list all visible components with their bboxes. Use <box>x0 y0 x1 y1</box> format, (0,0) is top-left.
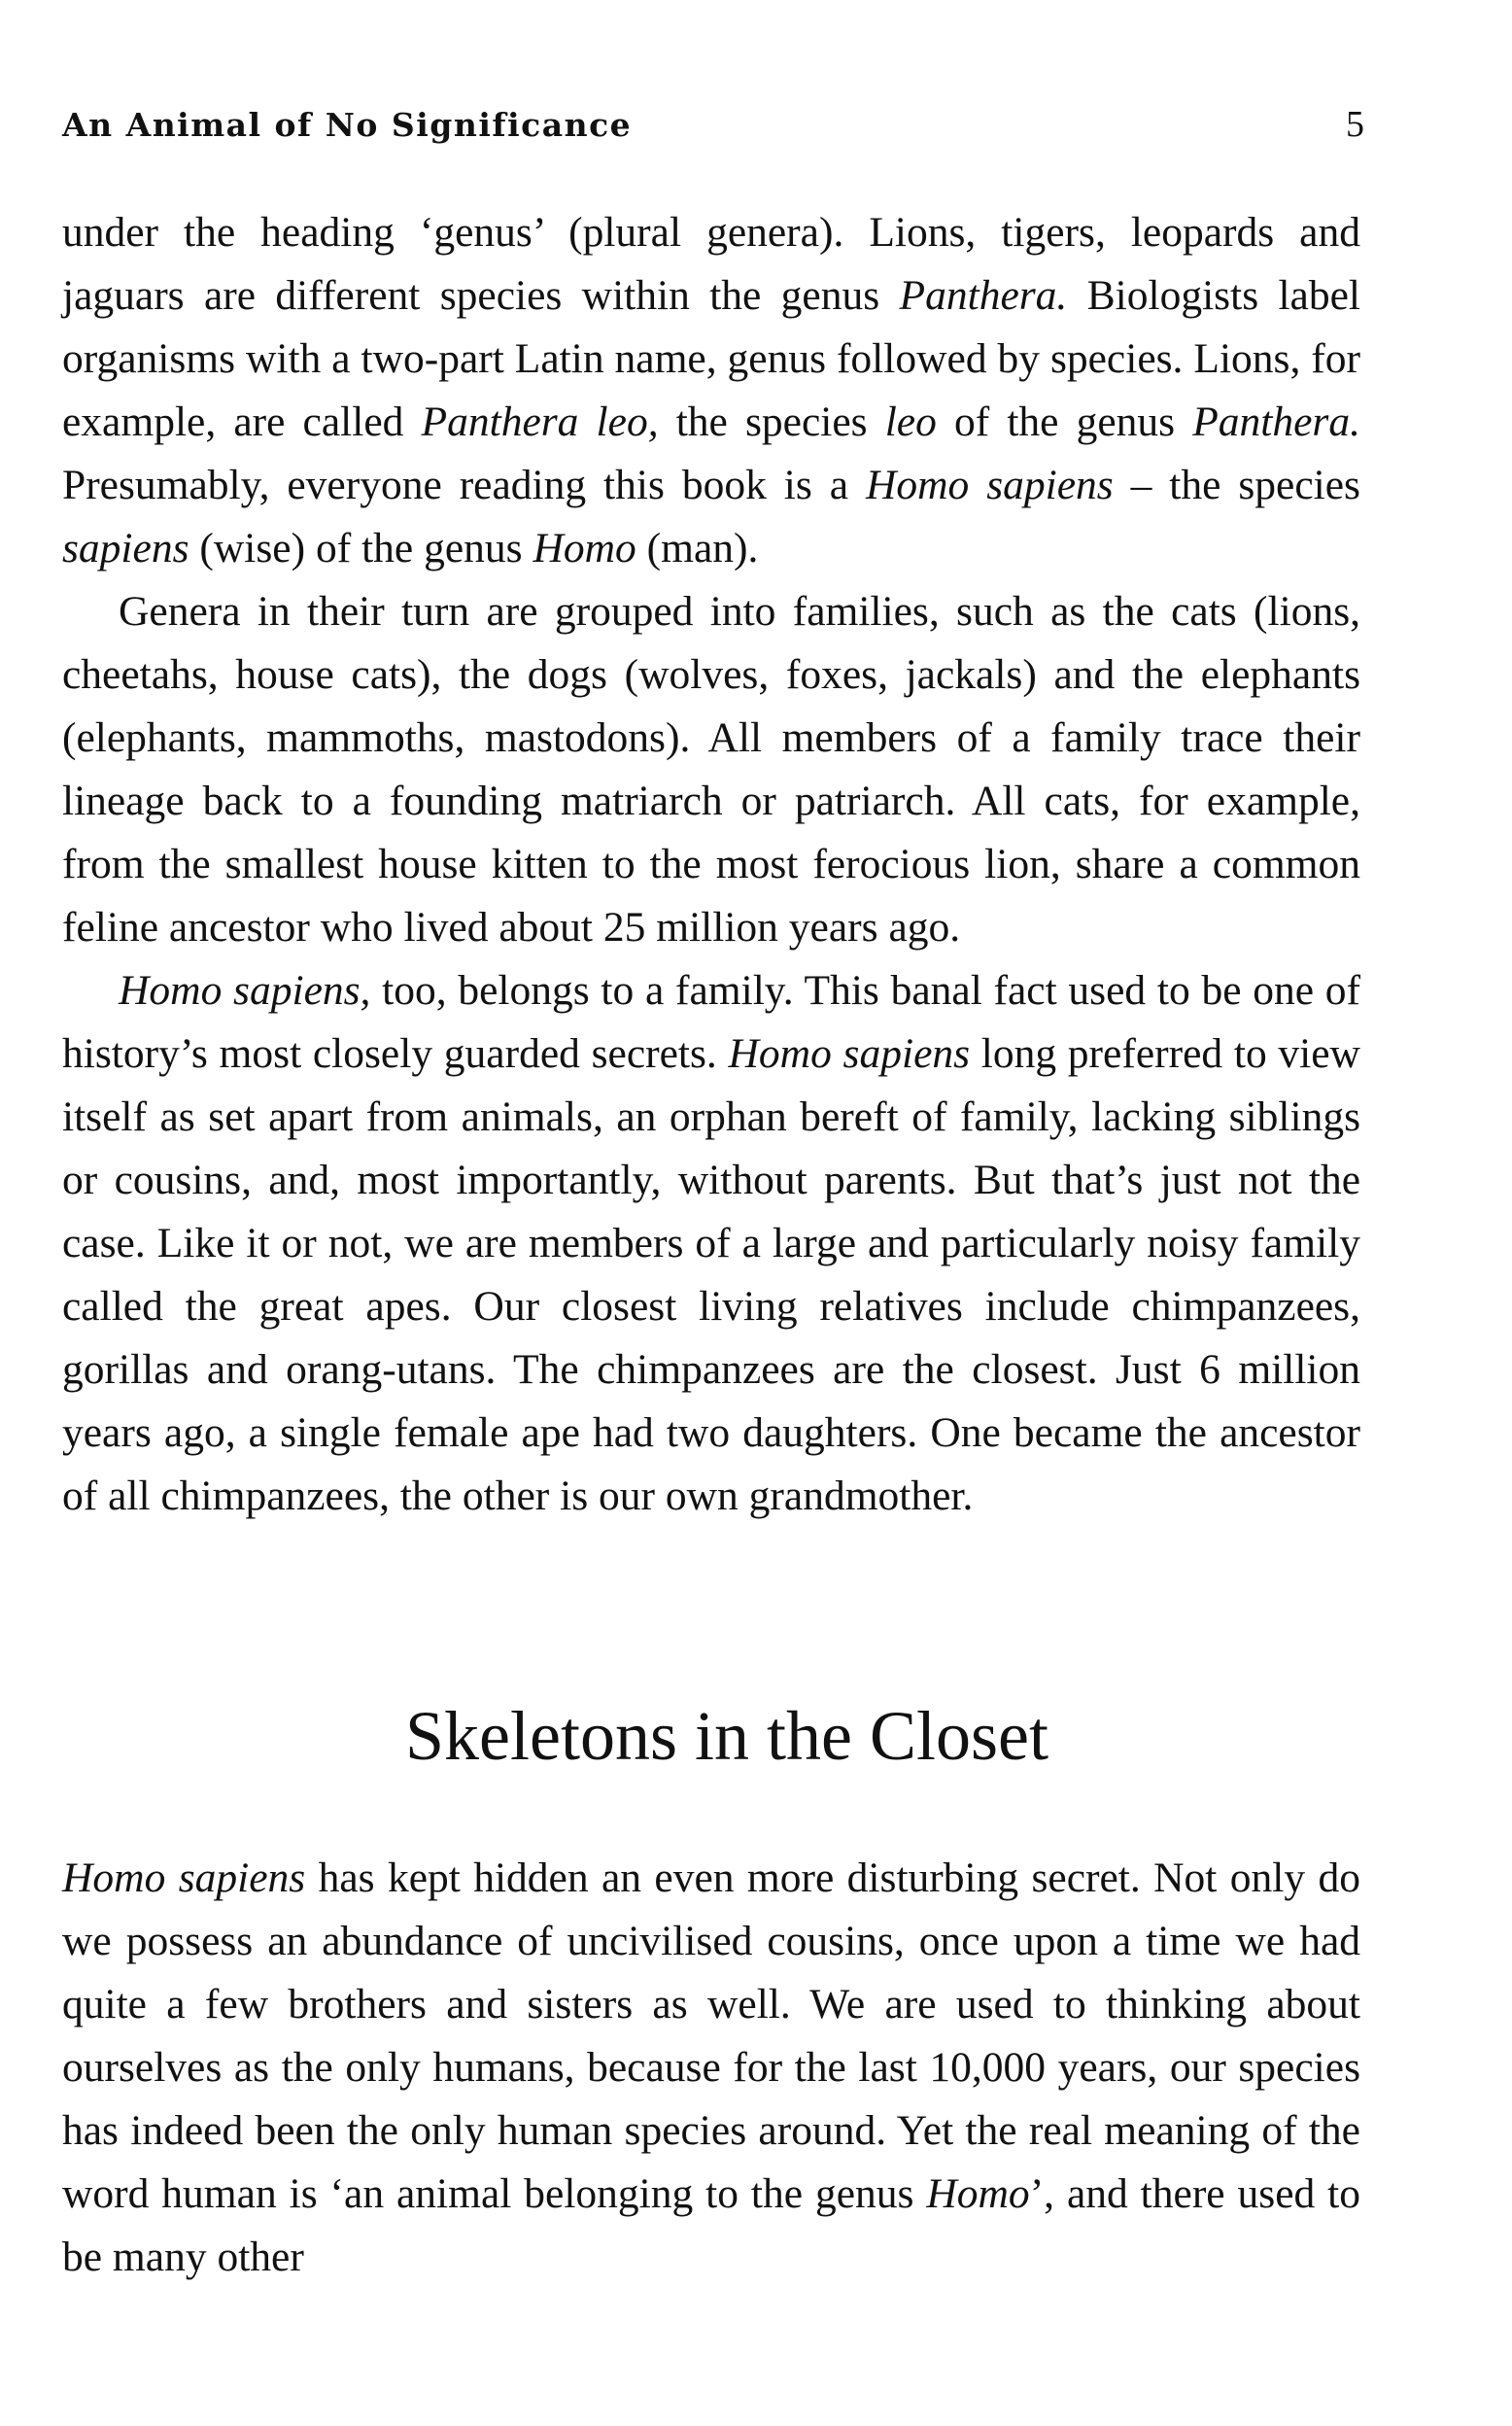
paragraph <box>62 201 1360 580</box>
italic-text: Homo sapiens, <box>119 967 371 1014</box>
section-heading: Skeletons in the Closet <box>405 1697 1048 1775</box>
paragraph <box>62 959 1360 1528</box>
section-2-body <box>62 1847 1360 2289</box>
text-run: (wise) of the genus <box>189 525 533 572</box>
running-head <box>62 103 1364 145</box>
italic-text: Homo <box>926 2170 1030 2217</box>
text-run: has kept hidden an even more disturbing secret. Not only do we possess an abundance of uncivilised cousins, once upon a time we had quite a few brothers and sisters as well. We are used to thinking about ourselves as the only humans, because for the last 10,000 years, our species has indeed been the only human species around. Yet the real meaning of the word human is ‘an animal belonging to the genus <box>62 1854 1360 2217</box>
italic-text: sapiens <box>62 525 189 572</box>
text-run: of the genus <box>936 399 1193 445</box>
text-run: Biologists label organisms with a two-part Latin name, genus followed by species. Lions, for example, are called <box>62 272 1361 445</box>
text-run: (man). <box>636 525 759 572</box>
text-run: Presumably, everyone reading this book is a <box>62 462 866 508</box>
italic-text: Panthera leo, <box>421 399 659 445</box>
italic-text: Panthera. <box>1192 399 1360 445</box>
italic-text: Homo sapiens <box>62 1854 306 1901</box>
text-run: too, belongs to a family. This banal fact used to be one of history’s most closely guarded secrets. <box>62 967 1360 1077</box>
paragraph <box>62 1847 1360 2289</box>
italic-text: Panthera. <box>899 272 1068 319</box>
italic-text: Homo sapiens <box>865 462 1114 508</box>
italic-text: Homo sapiens <box>728 1030 971 1077</box>
text-run: Genera in their turn are grouped into families, such as the cats (lions, cheetahs, house cats), the dogs (wolves, foxes, jackals) and the elephants (elephants, mammoths, mastodons). All members of a family trace their lineage back to a founding matriarch or patriarch. All cats, for example, from the smallest house kitten to the most ferocious lion, share a common feline ancestor who lived about 25 million years ago. <box>62 588 1360 951</box>
paragraph <box>62 580 1360 959</box>
text-run: – the species <box>1113 462 1360 508</box>
italic-text: leo <box>884 399 937 445</box>
page-number: 5 <box>1346 104 1364 145</box>
text-run: ’, and there used to be many other <box>62 2170 1360 2280</box>
running-head-title: An Animal of No Significance <box>62 106 633 144</box>
text-run: under the heading ‘genus’ (plural genera). Lions, tigers, leopards and jaguars are different species within the genus <box>62 209 1360 319</box>
italic-text: Homo <box>533 525 636 572</box>
text-run: long preferred to view itself as set apart from animals, an orphan bereft of family, lacking siblings or cousins, and, most importantly, without parents. But that’s just not the case. Like it or not, we are members of a large and particularly noisy family called the great apes. Our closest living relatives include chimpanzees, gorillas and orang-utans. The chimpanzees are the closest. Just 6 million years ago, a single female ape had two daughters. One became the ancestor of all chimpanzees, the other is our own grandmother. <box>62 1030 1360 1519</box>
text-run: the species <box>658 399 885 445</box>
section-1-body <box>62 201 1360 1528</box>
